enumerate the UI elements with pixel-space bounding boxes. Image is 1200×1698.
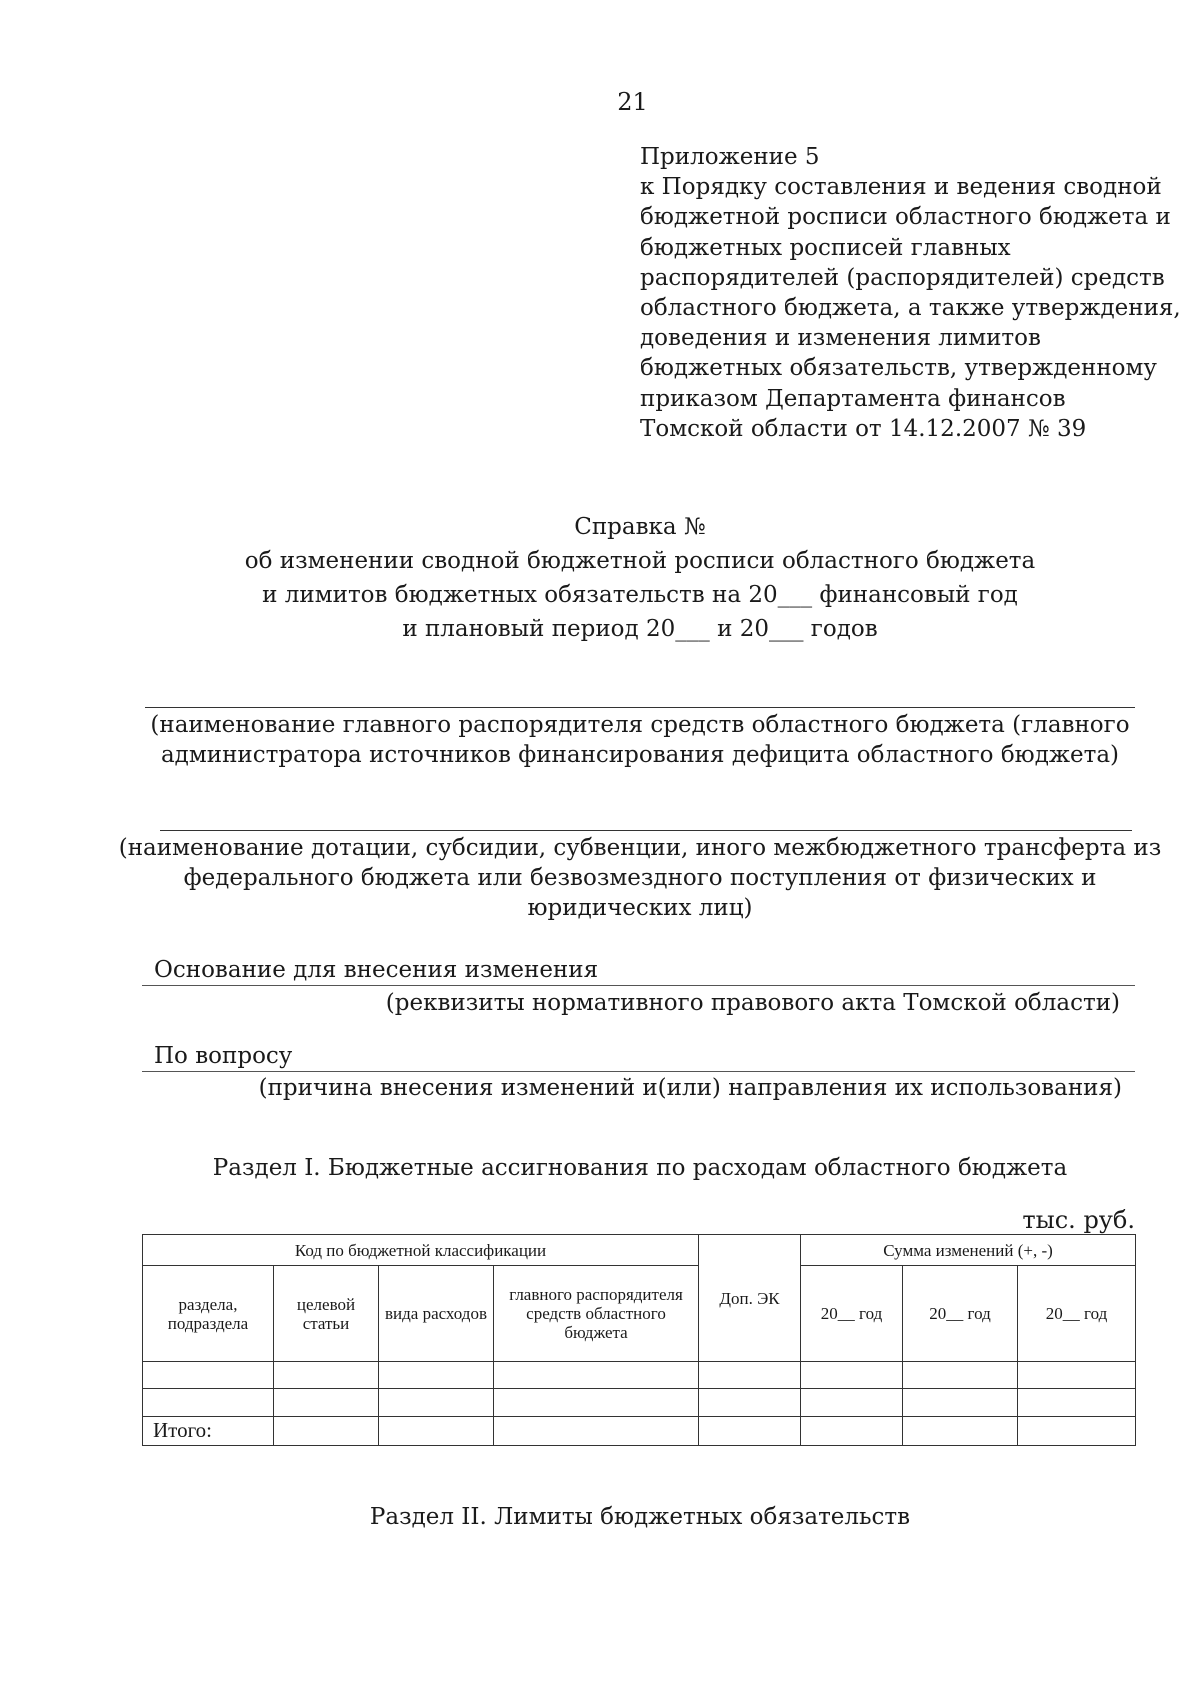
basis-hint: (реквизиты нормативного правового акта Томской области) (385, 990, 1120, 1016)
basis-line (142, 985, 1135, 986)
transfer-caption (0, 833, 1200, 923)
table-cell[interactable] (143, 1389, 274, 1416)
table-cell[interactable] (143, 1362, 274, 1389)
table-cell[interactable] (699, 1416, 801, 1445)
title-line-1: Справка № (574, 514, 706, 540)
appendix-block (640, 142, 1181, 444)
header-year-3: 20__ год (1018, 1266, 1136, 1362)
appendix-line: распорядителей (распорядителей) средств (640, 264, 1165, 291)
distributor-caption (0, 710, 1200, 770)
caption-line: юридических лиц) (527, 895, 753, 921)
title-line-2: об изменении сводной бюджетной росписи областного бюджета (244, 548, 1036, 574)
total-row (143, 1416, 1136, 1445)
table-row (143, 1362, 1136, 1389)
table-cell[interactable] (801, 1362, 903, 1389)
table-cell[interactable] (903, 1362, 1018, 1389)
caption-line: администратора источников финансирования дефицита областного бюджета) (160, 742, 1120, 768)
table-cell[interactable] (1018, 1389, 1136, 1416)
header-section: раздела, подраздела (143, 1266, 274, 1362)
appendix-line: Томской области от 14.12.2007 № 39 (640, 415, 1087, 442)
units-label: тыс. руб. (1022, 1206, 1135, 1234)
table-cell[interactable] (801, 1416, 903, 1445)
table-cell[interactable] (274, 1362, 379, 1389)
appendix-line: бюджетных росписей главных (640, 234, 1011, 261)
table-cell[interactable] (801, 1389, 903, 1416)
header-main-distributor: главного распорядителя средств областного бюджета (494, 1266, 699, 1362)
table-cell[interactable] (494, 1416, 699, 1445)
table-cell[interactable] (903, 1389, 1018, 1416)
table-cell[interactable] (274, 1389, 379, 1416)
table-row (143, 1389, 1136, 1416)
header-dop-ek: Доп. ЭК (699, 1235, 801, 1362)
table-cell[interactable] (1018, 1416, 1136, 1445)
budget-table (142, 1234, 1136, 1446)
table-cell[interactable] (1018, 1362, 1136, 1389)
table-cell[interactable] (274, 1416, 379, 1445)
header-code-group: Код по бюджетной классификации (143, 1235, 699, 1266)
header-year-2: 20__ год (903, 1266, 1018, 1362)
transfer-name-line (160, 830, 1132, 831)
appendix-line: бюджетных обязательств, утвержденному (640, 355, 1157, 382)
header-type: вида расходов (379, 1266, 494, 1362)
caption-line: федерального бюджета или безвозмездного поступления от физических и (183, 865, 1097, 891)
appendix-line: областного бюджета, а также утверждения, (640, 295, 1181, 322)
table-cell[interactable] (494, 1389, 699, 1416)
appendix-line: приказом Департамента финансов (640, 385, 1066, 412)
header-target: целевой статьи (274, 1266, 379, 1362)
section-1-title: Раздел I. Бюджетные ассигнования по расходам областного бюджета (212, 1155, 1068, 1181)
title-line-3: и лимитов бюджетных обязательств на 20___ финансовый год (262, 582, 1018, 608)
question-label: По вопросу (154, 1043, 293, 1069)
table-cell[interactable] (699, 1362, 801, 1389)
question-line (142, 1071, 1135, 1072)
table-cell[interactable] (379, 1362, 494, 1389)
table-cell[interactable] (379, 1416, 494, 1445)
caption-line: (наименование дотации, субсидии, субвенции, иного межбюджетного трансферта из (118, 835, 1162, 861)
basis-label: Основание для внесения изменения (154, 957, 599, 983)
appendix-line: Приложение 5 (640, 144, 820, 170)
distributor-name-line (145, 707, 1135, 708)
title-line-4: и плановый период 20___ и 20___ годов (402, 616, 878, 642)
document-title (0, 510, 1200, 646)
appendix-line: к Порядку составления и ведения сводной (640, 174, 1162, 201)
question-hint: (причина внесения изменений и(или) направления их использования) (258, 1075, 1122, 1101)
table-cell[interactable] (699, 1389, 801, 1416)
header-sum-group: Сумма изменений (+, -) (801, 1235, 1136, 1266)
header-year-1: 20__ год (801, 1266, 903, 1362)
caption-line: (наименование главного распорядителя средств областного бюджета (главного (150, 712, 1130, 738)
total-label: Итого: (143, 1416, 274, 1445)
appendix-line: доведения и изменения лимитов (640, 325, 1041, 352)
table-cell[interactable] (494, 1362, 699, 1389)
appendix-line: бюджетной росписи областного бюджета и (640, 204, 1171, 231)
table-cell[interactable] (379, 1389, 494, 1416)
section-2-title: Раздел II. Лимиты бюджетных обязательств (369, 1504, 911, 1530)
table-cell[interactable] (903, 1416, 1018, 1445)
page-number: 21 (617, 88, 648, 116)
